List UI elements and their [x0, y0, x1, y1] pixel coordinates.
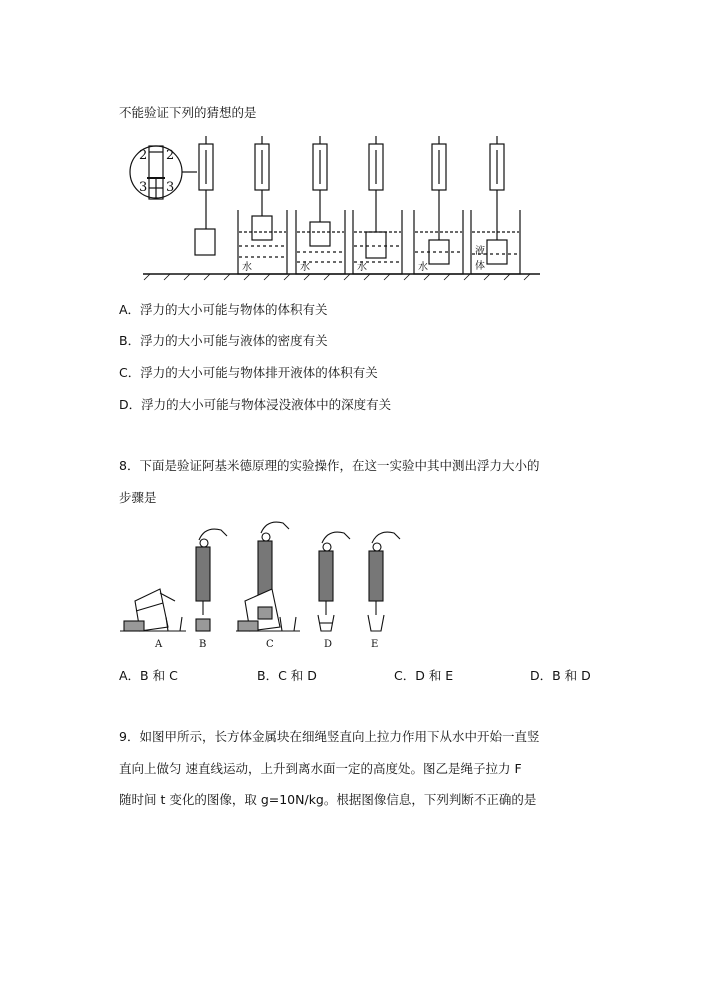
beaker-4 [414, 136, 463, 274]
q8-stem-line2: 步骤是 [119, 490, 157, 505]
q7-option-b: B．浮力的大小可能与液体的密度有关 [119, 333, 328, 348]
gauge-mark-bottom-right: 3 [166, 180, 175, 195]
beaker-4-label: 水 [418, 262, 428, 273]
setup-e [368, 532, 400, 631]
spring-scale-1 [195, 136, 215, 255]
q7-option-c: C．浮力的大小可能与物体排开液体的体积有关 [119, 365, 378, 380]
q8-option-a: A．B 和 C [119, 668, 178, 683]
beaker-5-label-2: 体 [475, 261, 485, 272]
gauge-mark-top-right: 2 [166, 148, 175, 163]
beaker-1-label: 水 [242, 262, 252, 273]
q7-figure [0, 130, 711, 430]
beaker-5-label-1: 液 [475, 246, 485, 257]
q7-stem: 不能验证下列的猜想的是 [119, 105, 257, 120]
setup-a [120, 589, 186, 631]
q8-figure [0, 515, 711, 655]
beaker-2 [296, 136, 345, 274]
beaker-3-label: 水 [357, 262, 367, 273]
beaker-2-label: 水 [300, 262, 310, 273]
beaker-3 [353, 136, 402, 274]
setup-b [196, 529, 227, 631]
q7-option-a: A．浮力的大小可能与物体的体积有关 [119, 302, 328, 317]
label-b: B [199, 639, 207, 650]
label-e: E [371, 639, 379, 650]
q8-option-d: D．B 和 D [530, 668, 591, 683]
label-c: C [266, 639, 274, 650]
q9-line3: 随时间 t 变化的图像，取 g=10N/kg。根据图像信息，下列判断不正确的是 [119, 792, 537, 807]
q9-line2: 直向上做匀 速直线运动，上升到离水面一定的高度处。图乙是绳子拉力 F [119, 761, 522, 776]
setup-d [318, 532, 350, 631]
q8-option-b: B．C 和 D [257, 668, 317, 683]
q9-line1: 9．如图甲所示，长方体金属块在细绳竖直向上拉力作用下从水中开始一直竖 [119, 729, 540, 744]
q8-stem-line1: 8．下面是验证阿基米德原理的实验操作，在这一实验中其中测出浮力大小的 [119, 458, 540, 473]
label-a: A [155, 639, 163, 650]
setup-c [236, 522, 300, 631]
label-d: D [324, 639, 333, 650]
beaker-1 [238, 136, 287, 274]
gauge-mark-bottom-left: 3 [139, 180, 148, 195]
gauge-mark-top-left: 2 [139, 148, 148, 163]
q8-option-c: C．D 和 E [394, 668, 454, 683]
q7-option-d: D．浮力的大小可能与物体浸没液体中的深度有关 [119, 397, 392, 412]
